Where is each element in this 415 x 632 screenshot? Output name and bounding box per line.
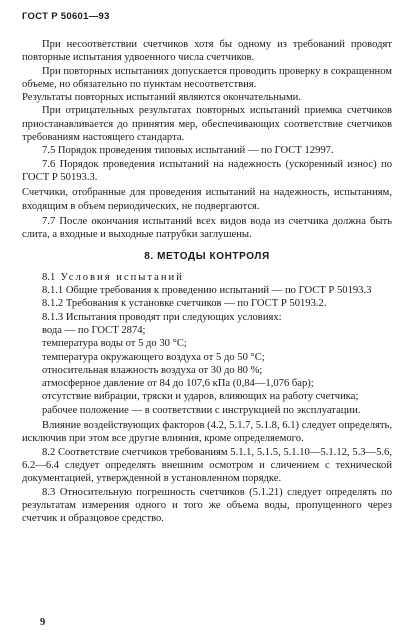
paragraph: 7.6 Порядок проведения испытаний на надежность (ускоренный износ) по ГОСТ Р 50193.3. (22, 158, 392, 183)
paragraph: При несоответствии счетчиков хотя бы одному из требований проводят повторные испытания удвоенного числа счетчиков. (22, 39, 392, 64)
paragraph: 7.5 Порядок проведения типовых испытаний — по ГОСТ 12997. (42, 145, 334, 157)
paragraph: При повторных испытаниях допускается проводить проверку в сокращенном объеме, но обязательно по пунктам несоответствия. (22, 65, 392, 90)
list-item: вода — по ГОСТ 2874; (42, 324, 146, 336)
list-item: отсутствие вибрации, тряски и ударов, влияющих на работу счетчика; (42, 391, 359, 403)
paragraph: 7.7 После окончания испытаний всех видов вода из счетчика должна быть слита, а входные и выходные патрубки заглушены. (22, 215, 392, 241)
document-body (22, 38, 392, 525)
paragraph: При отрицательных результатах повторных испытаний приемка счетчиков приостанавливается до принятия мер, обеспечивающих соответствие счетчиков требованиям настоящего стандарта. (22, 105, 392, 144)
section-title: 8. МЕТОДЫ КОНТРОЛЯ (144, 251, 270, 263)
list-item: 8.1.1 Общие требования к проведению испытаний — по ГОСТ Р 50193.3 (42, 285, 372, 297)
list-item: атмосферное давление от 84 до 107,6 кПа (0,84—1,076 бар); (42, 378, 314, 390)
document-header: ГОСТ Р 50601—93 (22, 11, 110, 22)
subsection-heading (22, 271, 392, 284)
list-item: 8.2 Соответствие счетчиков требованиям 5.1.1, 5.1.5, 5.1.10—5.1.12, 5.3—5.6, 6.2—6.4 следует определять внешним осмотром и сличением с технической документацией, утвержденной в установленном порядке. (22, 446, 392, 485)
paragraph: Счетчики, отобранные для проведения испытаний на надежность, испытаниям, входящим в объем периодических, не подвергаются. (22, 187, 392, 212)
subsection-number: 8.1 (42, 271, 56, 283)
list-item: относительная влажность воздуха от 30 до 80 %; (42, 364, 263, 376)
list-item: Влияние воздействующих факторов (4.2, 5.1.7, 5.1.8, 6.1) следует определять, исключив при этом все другие влияния, кроме определяемого. (22, 420, 392, 445)
list-item: 8.1.3 Испытания проводят при следующих условиях: (42, 311, 282, 323)
list-item: 8.1.2 Требования к установке счетчиков — по ГОСТ Р 50193.2. (42, 298, 327, 310)
paragraph: Результаты повторных испытаний являются окончательными. (22, 92, 302, 104)
list-item: 8.3 Относительную погрешность счетчиков (5.1.21) следует определять по результатам измерения одного и того же объема воды, пропущенного через счетчик и образцовое средство. (22, 486, 392, 525)
list-item: температура окружающего воздуха от 5 до 50 °С; (42, 351, 265, 363)
list-item: рабочее положение — в соответствии с инструкцией по эксплуатации. (42, 404, 361, 416)
subsection-title: Условия испытаний (60, 271, 184, 283)
list-item: температура воды от 5 до 30 °С; (42, 338, 187, 350)
page-number: 9 (40, 617, 46, 628)
